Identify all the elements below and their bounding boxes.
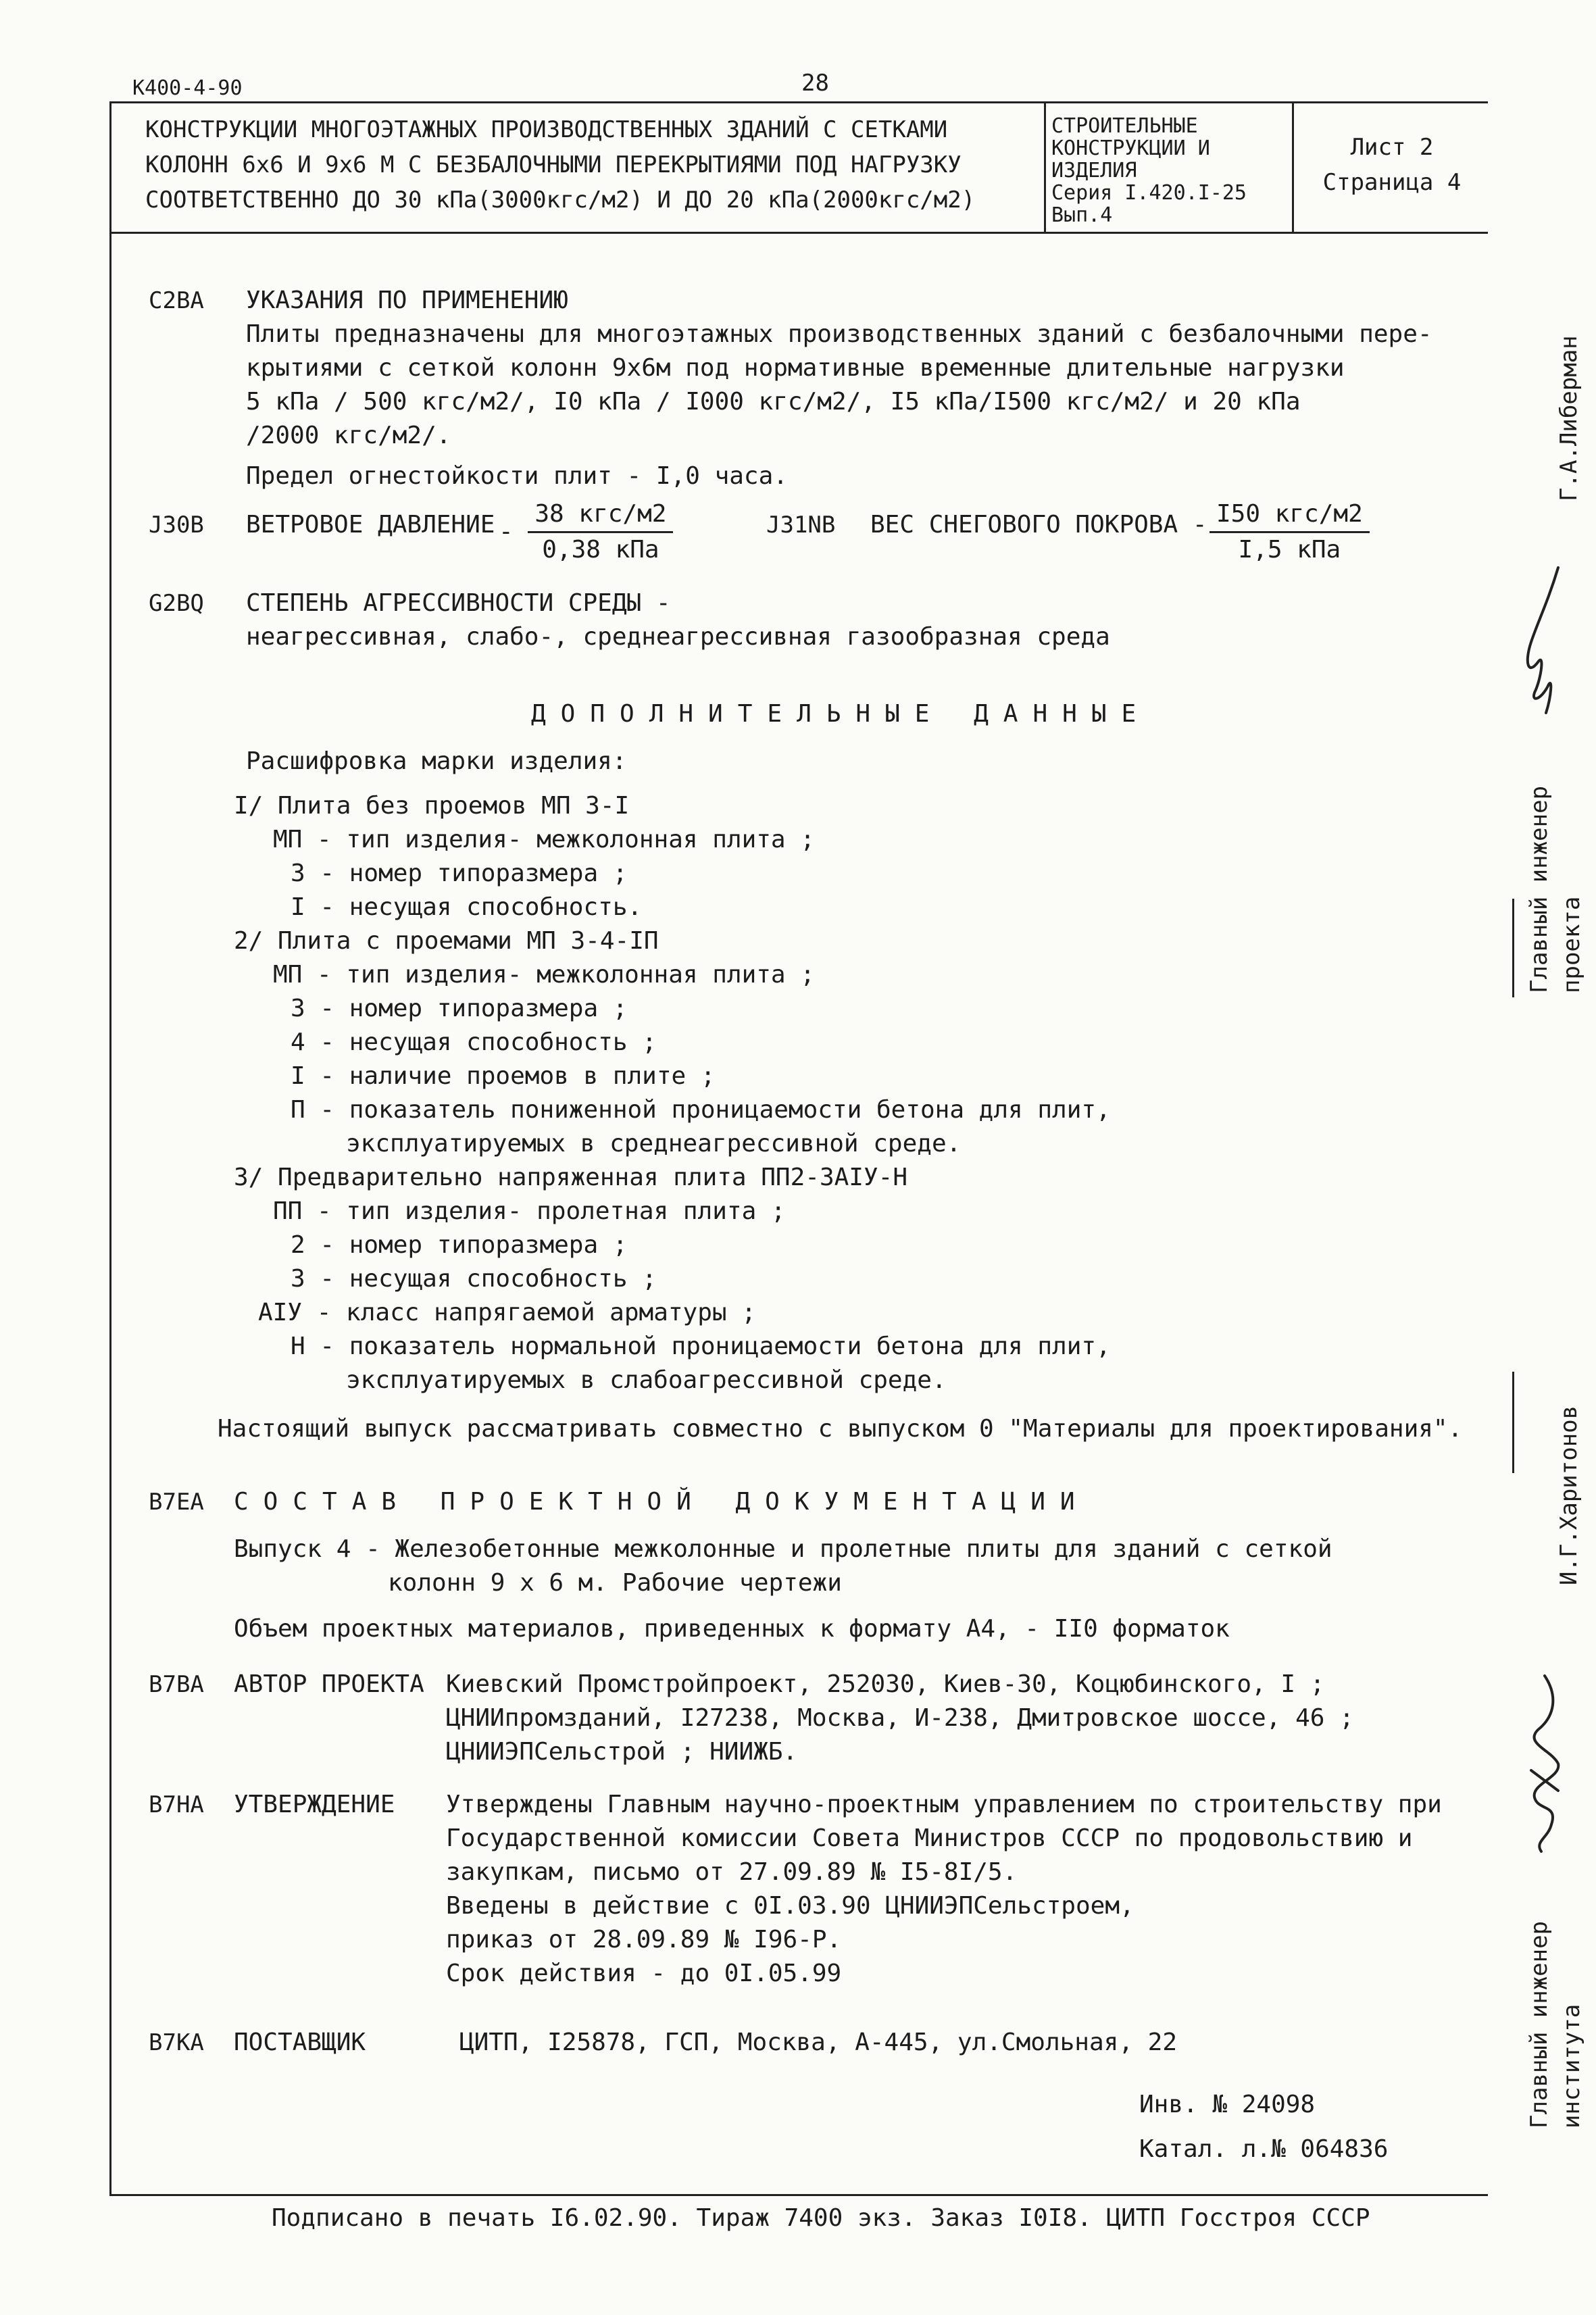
snow-code: J31NB xyxy=(766,512,836,539)
category-line: ИЗДЕЛИЯ xyxy=(1051,159,1137,182)
list-item: 3 - номер типоразмера ; xyxy=(291,860,628,887)
title-line: СООТВЕТСТВЕННО ДО 30 кПа(3000кгс/м2) И ДО 20 кПа(2000кгс/м2) xyxy=(145,186,976,214)
series-block xyxy=(1051,115,1247,226)
text-line: Выпуск 4 - Железобетонные межколонные и пролетные плиты для зданий с сеткой xyxy=(234,1535,1332,1563)
fire-resistance: Предел огнестойкости плит - I,0 часа. xyxy=(246,462,788,490)
text-line: Государственной комиссии Совета Министров СССР по продовольствию и xyxy=(446,1824,1413,1852)
supplier-text: ЦИТП, I25878, ГСП, Москва, А-445, ул.Смольная, 22 xyxy=(459,2028,1178,2056)
volume-note: Объем проектных материалов, приведенных к формату А4, - II0 форматок xyxy=(234,1615,1230,1643)
aggression-code: G2BQ xyxy=(149,590,204,617)
list-item: 3 - несущая способность ; xyxy=(291,1265,657,1293)
title-block-divider xyxy=(1292,101,1294,234)
series-line: Серия I.420.I-25 xyxy=(1051,181,1247,205)
page-label: Страница 4 xyxy=(1322,169,1462,196)
list-item: 4 - несущая способность ; xyxy=(291,1028,657,1056)
category-line: СТРОИТЕЛЬНЫЕ xyxy=(1051,114,1198,138)
chief-engineer-institute-name: И.Г.Харитонов xyxy=(1555,1405,1582,1585)
composition-code: В7ЕА xyxy=(149,1489,204,1516)
supplier-label: ПОСТАВЩИК xyxy=(234,2028,366,2056)
text-line: Срок действия - до 0I.05.99 xyxy=(446,1960,842,1987)
mark-decoding-intro: Расшифровка марки изделия: xyxy=(246,747,627,775)
print-info: Подписано в печать I6.02.90. Тираж 7400 экз. Заказ I0I8. ЦИТП Госстроя СССР xyxy=(272,2204,1370,2232)
list-item: АIУ - класс напрягаемой арматуры ; xyxy=(258,1299,756,1326)
wind-label: ВЕТРОВОЕ ДАВЛЕНИЕ xyxy=(246,511,495,539)
item1-heading: I/ Плита без проемов МП 3-I xyxy=(234,792,630,820)
snow-value xyxy=(1210,497,1370,567)
item2-heading: 2/ Плита с проемами МП 3-4-IП xyxy=(234,927,659,955)
inventory-number: Инв. № 24098 xyxy=(1139,2091,1316,2118)
text-line: /2000 кгс/м2/. xyxy=(246,422,451,449)
chief-engineer-project-name: Г.А.Либерман xyxy=(1555,335,1582,501)
chief-engineer-project-role: проекта xyxy=(1558,896,1585,993)
approval-code: В7НА xyxy=(149,1791,204,1818)
title-block-divider xyxy=(1044,101,1046,234)
text-line: ЦНИИпромзданий, I27238, Москва, И-238, Дмитровское шоссе, 46 ; xyxy=(446,1704,1354,1732)
usage-code: С2ВА xyxy=(149,287,204,314)
sheet-block xyxy=(1307,130,1476,200)
text-line: закупкам, письмо от 27.09.89 № I5-8I/5. xyxy=(446,1858,1018,1886)
signature-liberman xyxy=(1511,561,1572,723)
supplier-code: В7КА xyxy=(149,2029,204,2056)
list-item: ПП - тип изделия- пролетная плита ; xyxy=(273,1197,786,1225)
text-line: Утверждены Главным научно-проектным управлением по строительству при xyxy=(446,1791,1442,1818)
wind-kgf: 38 кгс/м2 xyxy=(528,497,673,533)
list-item: эксплуатируемых в среднеагрессивной среде. xyxy=(346,1130,962,1158)
aggression-text: неагрессивная, слабо-, среднеагрессивная газообразная среда xyxy=(246,623,1110,651)
side-divider xyxy=(1512,1372,1514,1473)
snow-kgf: I50 кгс/м2 xyxy=(1210,497,1370,533)
usage-text xyxy=(246,318,1432,453)
text-line: Введены в действие с 0I.03.90 ЦНИИЭПСельстроем, xyxy=(446,1892,1134,1920)
list-item: 3 - номер типоразмера ; xyxy=(291,995,628,1022)
sheet-number: Лист 2 xyxy=(1350,134,1434,161)
additional-title: ДОПОЛНИТЕЛЬНЫЕ ДАННЫЕ xyxy=(531,700,1151,728)
wind-kpa: 0,38 кПа xyxy=(542,536,659,564)
list-item: П - показатель пониженной проницаемости бетона для плит, xyxy=(291,1096,1111,1124)
text-line: колонн 9 х 6 м. Рабочие чертежи xyxy=(388,1569,842,1597)
text-line: Киевский Промстройпроект, 252030, Киев-30, Коцюбинского, I ; xyxy=(446,1670,1325,1698)
aggression-heading: СТЕПЕНЬ АГРЕССИВНОСТИ СРЕДЫ - xyxy=(246,589,671,617)
list-item: МП - тип изделия- межколонная плита ; xyxy=(273,826,815,853)
chief-engineer-project-role: Главный инженер xyxy=(1526,785,1553,993)
companion-issue-note: Настоящий выпуск рассматривать совместно с выпуском 0 "Материалы для проектирования". xyxy=(218,1415,1463,1443)
text-line: Плиты предназначены для многоэтажных производственных зданий с безбалочными пере- xyxy=(246,320,1432,348)
composition-text xyxy=(234,1533,1332,1600)
wind-value: - $\frac{\text{38 кгс/м2}}{\text{0,38 кПа}}$ xyxy=(499,497,673,567)
side-divider xyxy=(1512,899,1514,997)
usage-heading: УКАЗАНИЯ ПО ПРИМЕНЕНИЮ xyxy=(246,287,568,314)
list-item: 2 - номер типоразмера ; xyxy=(291,1231,628,1259)
category-line: КОНСТРУКЦИИ И xyxy=(1051,136,1210,160)
document-title xyxy=(145,112,975,218)
author-text xyxy=(446,1668,1354,1769)
catalog-number: Катал. л.№ 064836 xyxy=(1139,2135,1389,2163)
text-line: ЦНИИЭПСельстрой ; НИИЖБ. xyxy=(446,1738,798,1766)
snow-label: ВЕС СНЕГОВОГО ПОКРОВА - xyxy=(870,511,1207,539)
approval-label: УТВЕРЖДЕНИЕ xyxy=(234,1791,395,1818)
author-code: В7ВА xyxy=(149,1671,204,1698)
page-number: 28 xyxy=(801,70,829,97)
author-label: АВТОР ПРОЕКТА xyxy=(234,1670,424,1698)
wind-code: J30B xyxy=(149,512,204,539)
text-line: крытиями с сеткой колонн 9х6м под нормативные временные длительные нагрузки xyxy=(246,354,1345,382)
list-item: Н - показатель нормальной проницаемости бетона для плит, xyxy=(291,1333,1111,1360)
signature-kharitonov xyxy=(1518,1669,1572,1858)
text-line: 5 кПа / 500 кгс/м2/, I0 кПа / I000 кгс/м2/, I5 кПа/I500 кгс/м2/ и 20 кПа xyxy=(246,388,1301,416)
list-item: I - несущая способность. xyxy=(291,893,643,921)
item1-list xyxy=(273,823,815,924)
item2-list xyxy=(273,958,1111,1161)
document-code: К400-4-90 xyxy=(132,76,243,100)
chief-engineer-institute-role: института xyxy=(1558,2003,1585,2129)
approval-text xyxy=(446,1788,1442,1991)
list-item: МП - тип изделия- межколонная плита ; xyxy=(273,961,815,989)
text-line: приказ от 28.09.89 № I96-Р. xyxy=(446,1926,842,1953)
snow-kpa: I,5 кПа xyxy=(1238,536,1341,564)
item3-heading: 3/ Предварительно напряженная плита ПП2-3АIУ-Н xyxy=(234,1164,907,1191)
issue-line: Вып.4 xyxy=(1051,203,1113,227)
composition-title: СОСТАВ ПРОЕКТНОЙ ДОКУМЕНТАЦИИ xyxy=(234,1488,1090,1516)
item3-list xyxy=(258,1195,1111,1397)
list-item: I - наличие проемов в плите ; xyxy=(291,1062,716,1090)
title-line: КОНСТРУКЦИИ МНОГОЭТАЖНЫХ ПРОИЗВОДСТВЕННЫХ ЗДАНИЙ С СЕТКАМИ xyxy=(145,116,948,143)
title-line: КОЛОНН 6х6 И 9х6 М С БЕЗБАЛОЧНЫМИ ПЕРЕКРЫТИЯМИ ПОД НАГРУЗКУ xyxy=(145,151,962,178)
chief-engineer-institute-role: Главный инженер xyxy=(1526,1920,1553,2129)
list-item: эксплуатируемых в слабоагрессивной среде. xyxy=(346,1366,947,1394)
